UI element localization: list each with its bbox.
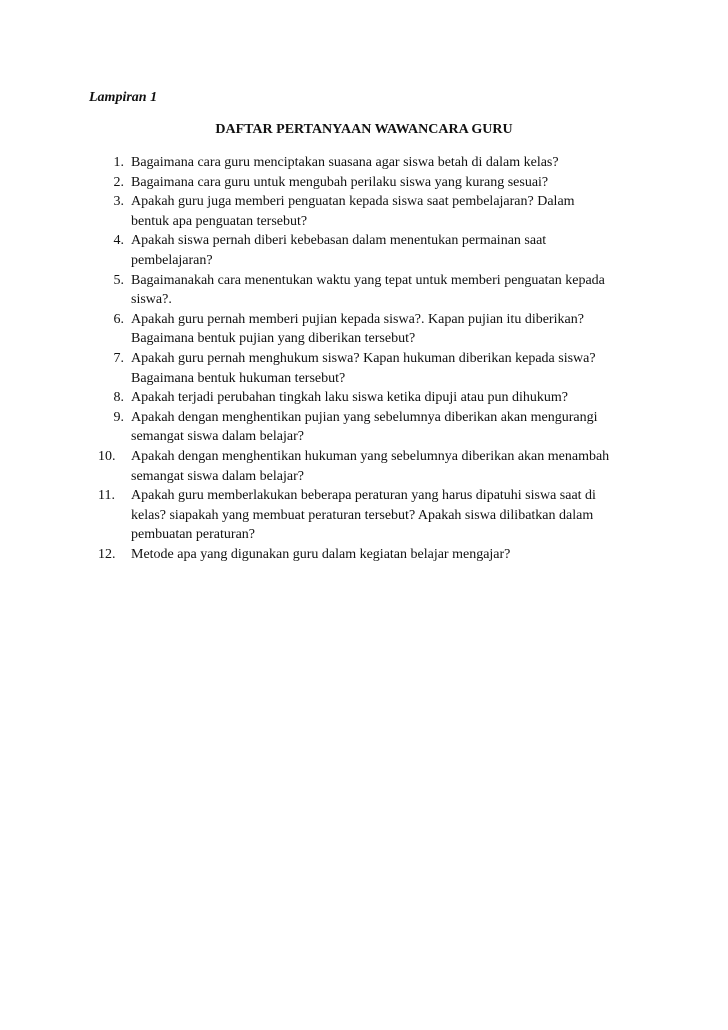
question-text-line: Metode apa yang digunakan guru dalam kegiatan belajar mengajar?: [131, 546, 511, 562]
question-number: 4.: [113, 233, 124, 249]
question-item: [92, 447, 652, 486]
question-text-line: Apakah dengan menghentikan pujian yang sebelumnya diberikan akan mengurangi: [131, 409, 598, 425]
question-item: [92, 173, 652, 193]
question-item: [92, 408, 652, 447]
question-text-line: Apakah dengan menghentikan hukuman yang sebelumnya diberikan akan menambah: [131, 448, 610, 464]
question-text-line: siswa?.: [131, 292, 172, 308]
question-item: [92, 486, 652, 545]
question-number: 11.: [98, 488, 115, 504]
question-text-line: pembelajaran?: [131, 252, 213, 268]
question-text-line: Bagaimana bentuk hukuman tersebut?: [131, 370, 346, 386]
question-text-line: Apakah siswa pernah diberi kebebasan dalam menentukan permainan saat: [131, 233, 547, 249]
question-number: 3.: [113, 194, 124, 210]
question-number: 10.: [98, 448, 116, 464]
question-number: 12.: [98, 546, 116, 562]
question-text-line: Bagaimana bentuk pujian yang diberikan tersebut?: [131, 331, 416, 347]
document-title-text: DAFTAR PERTANYAAN WAWANCARA GURU: [215, 122, 513, 137]
question-text-line: Apakah guru memberlakukan beberapa peraturan yang harus dipatuhi siswa saat di: [131, 488, 596, 504]
question-list: [92, 153, 652, 564]
question-text-line: pembuatan peraturan?: [131, 527, 255, 543]
question-text-line: Bagaimana cara guru untuk mengubah perilaku siswa yang kurang sesuai?: [131, 174, 549, 190]
question-item: [92, 349, 652, 388]
question-item: [92, 271, 652, 310]
question-text-line: Apakah guru pernah menghukum siswa? Kapan hukuman diberikan kepada siswa?: [131, 350, 596, 366]
question-text-line: Bagaimana cara guru menciptakan suasana agar siswa betah di dalam kelas?: [131, 155, 559, 170]
question-number: 6.: [113, 311, 124, 327]
question-item: [92, 545, 652, 565]
question-item: [92, 310, 652, 349]
question-number: 1.: [113, 155, 124, 170]
question-text-line: bentuk apa penguatan tersebut?: [131, 213, 308, 229]
question-text-line: Apakah guru juga memberi penguatan kepada siswa saat pembelajaran? Dalam: [131, 194, 575, 210]
question-text-line: kelas? siapakah yang membuat peraturan tersebut? Apakah siswa dilibatkan dalam: [131, 507, 594, 523]
question-item: [92, 192, 652, 231]
document-title: [0, 121, 728, 139]
question-number: 9.: [113, 409, 124, 425]
question-text-line: Apakah guru pernah memberi pujian kepada siswa?. Kapan pujian itu diberikan?: [131, 311, 584, 327]
question-number: 8.: [113, 390, 124, 406]
question-number: 7.: [113, 350, 124, 366]
question-text-line: semangat siswa dalam belajar?: [131, 429, 304, 445]
question-number: 2.: [113, 174, 124, 190]
question-item: [92, 153, 652, 173]
question-number: 5.: [113, 272, 124, 288]
question-item: [92, 388, 652, 408]
question-text-line: Apakah terjadi perubahan tingkah laku siswa ketika dipuji atau pun dihukum?: [131, 390, 568, 406]
question-text-line: Bagaimanakah cara menentukan waktu yang tepat untuk memberi penguatan kepada: [131, 272, 605, 288]
question-item: [92, 231, 652, 270]
question-text-line: semangat siswa dalam belajar?: [131, 468, 304, 484]
appendix-label: Lampiran 1: [89, 90, 158, 105]
